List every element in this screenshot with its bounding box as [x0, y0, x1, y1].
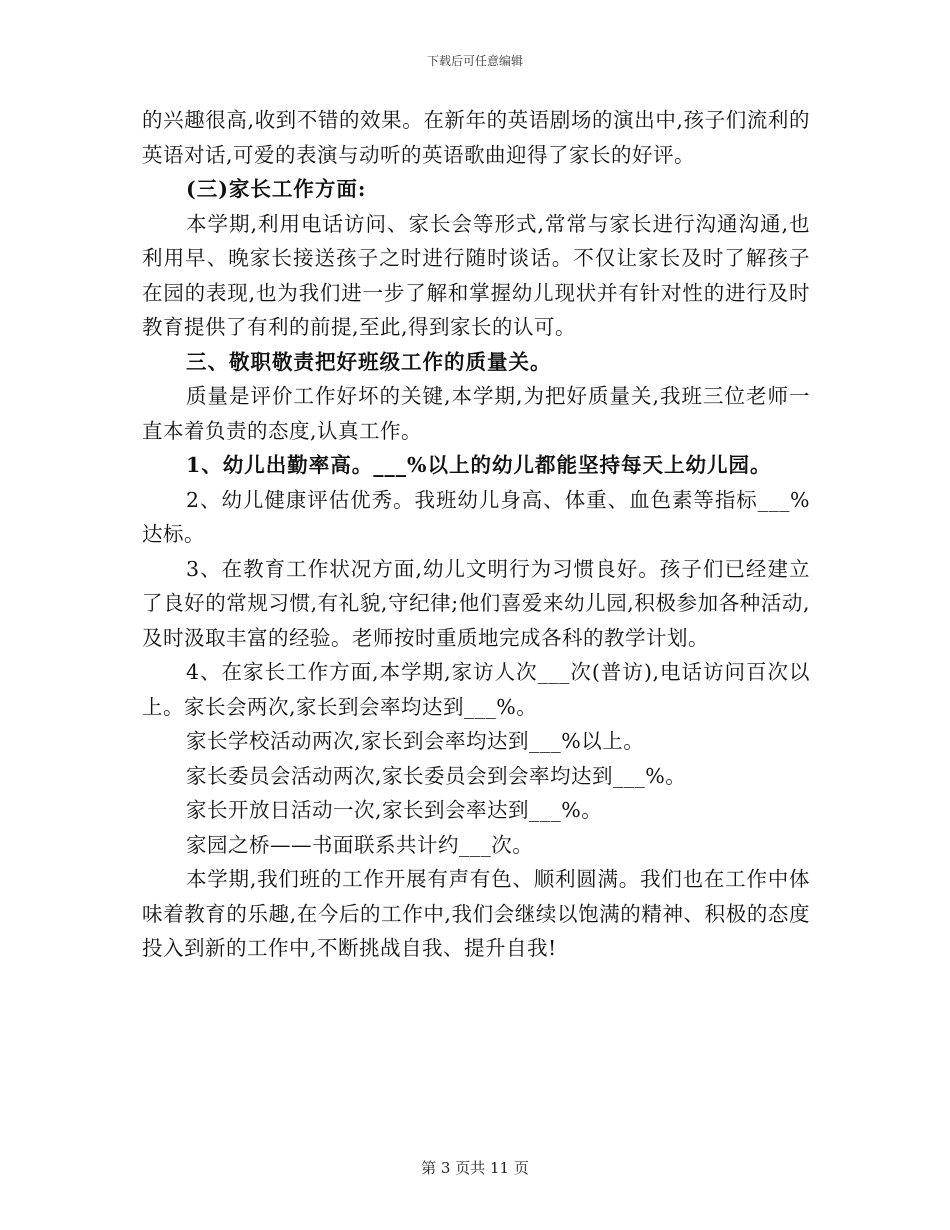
item-open-day: 家长开放日活动一次,家长到会率达到___%。 [186, 798, 603, 822]
item-health: 2、幼儿健康评估优秀。我班幼儿身高、体重、血色素等指标___%达标。 [142, 487, 810, 546]
item-parent-work: 4、在家长工作方面,本学期,家访人次___次(普访),电话访问百次以上。家长会两次,家长到会率均达到___%。 [142, 660, 810, 719]
item-parent-school: 家长学校活动两次,家长到会率均达到___%以上。 [186, 729, 645, 753]
page-header: 下载后可任意编辑 [426, 54, 523, 68]
paragraph-english-theater: 的兴趣很高,收到不错的效果。在新年的英语剧场的演出中,孩子们流利的英语对话,可爱的表演与动听的英语歌曲迎得了家长的好评。 [142, 108, 810, 167]
item-education: 3、在教育工作状况方面,幼儿文明行为习惯良好。孩子们已经建立了良好的常规习惯,有礼貌,守纪律;他们喜爱来幼儿园,积极参加各种活动,及时汲取丰富的经验。老师按时重质地完成各科的教学计划。 [142, 556, 810, 650]
item-attendance: 1、幼儿出勤率高。___%以上的幼儿都能坚持每天上幼儿园。 [186, 453, 772, 477]
paragraph-quality: 质量是评价工作好坏的关键,本学期,为把好质量关,我班三位老师一直本着负责的态度,认真工作。 [142, 384, 810, 443]
paragraph-parent-communication: 本学期,利用电话访问、家长会等形式,常常与家长进行沟通沟通,也利用早、晚家长接送孩子之时进行随时谈话。不仅让家长及时了解孩子在园的表现,也为我们进一步了解和掌握幼儿现状并有针对性的进行及时教育提供了有利的前提,至此,得到家长的认可。 [142, 211, 810, 339]
page-footer: 第 3 页共 11 页 [421, 1159, 529, 1177]
item-home-bridge: 家园之桥——书面联系共计约___次。 [186, 832, 534, 857]
heading-parent-work: (三)家长工作方面: [186, 177, 367, 201]
document-body [142, 103, 810, 966]
item-parent-committee: 家长委员会活动两次,家长委员会到会率均达到___%。 [186, 763, 687, 788]
heading-section-three: 三、敬职敬责把好班级工作的质量关。 [186, 349, 552, 374]
paragraph-conclusion: 本学期,我们班的工作开展有声有色、顺利圆满。我们也在工作中体味着教育的乐趣,在今后的工作中,我们会继续以饱满的精神、积极的态度投入到新的工作中,不断挑战自我、提升自我! [142, 867, 810, 960]
